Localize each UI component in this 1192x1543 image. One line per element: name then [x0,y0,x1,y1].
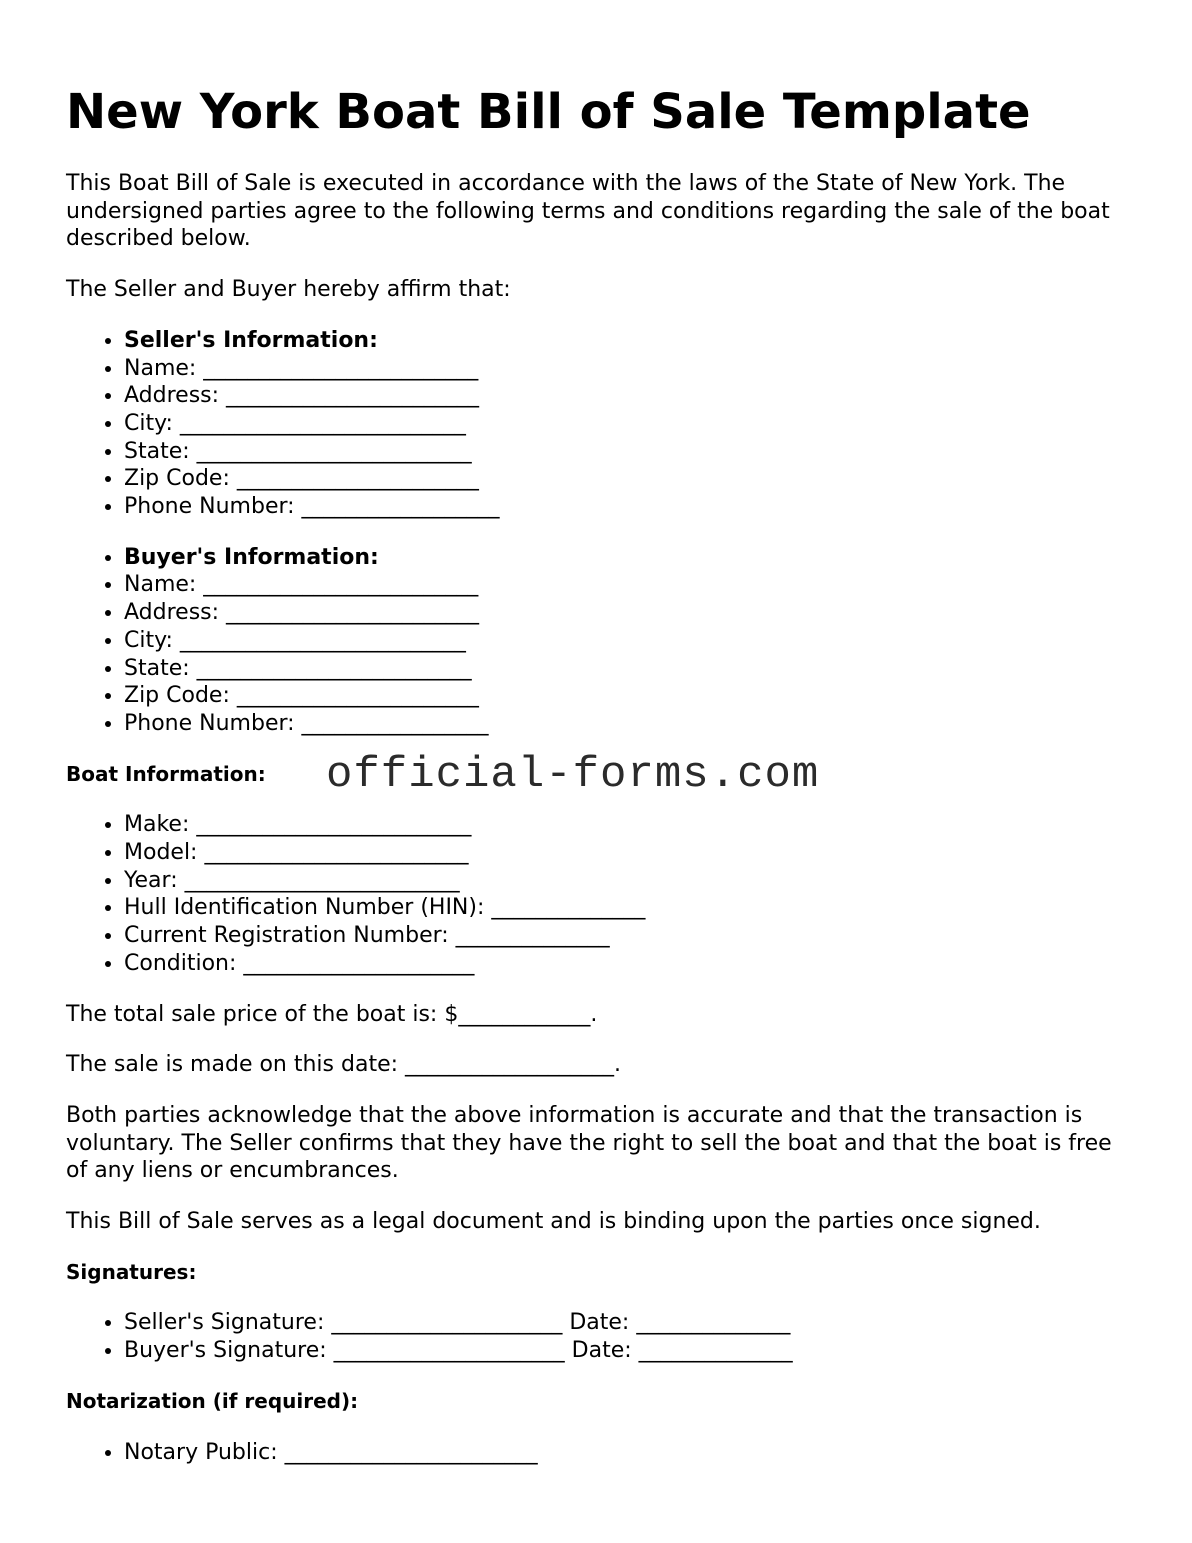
seller-info-heading: • Seller's Information: [124,327,1136,355]
legal-statement: This Bill of Sale serves as a legal document and is binding upon the parties once signed. [66,1209,1041,1235]
boat-heading-row [66,749,1136,800]
boat-registration-field: • Current Registration Number: ______________ [124,922,1136,950]
buyer-state-field: • State: _________________________ [124,655,1136,683]
sale-price-statement: The total sale price of the boat is: $____________. [66,1001,598,1027]
buyer-address-field: • Address: _______________________ [124,599,1136,627]
affirm-statement: The Seller and Buyer hereby affirm that: [66,277,511,303]
seller-zip-field: • Zip Code: ______________________ [124,465,1136,493]
seller-address-field: • Address: _______________________ [124,382,1136,410]
seller-info-list [66,327,1136,521]
notarization-list [66,1439,1136,1467]
seller-state-field: • State: _________________________ [124,438,1136,466]
notary-public-line: • Notary Public: _______________________ [124,1439,1136,1467]
signatures-heading: Signatures: [66,1259,197,1284]
boat-make-field: • Make: _________________________ [124,811,1136,839]
boat-model-field: • Model: ________________________ [124,839,1136,867]
seller-name-field: • Name: _________________________ [124,355,1136,383]
seller-city-field: • City: __________________________ [124,410,1136,438]
buyer-signature-line: • Buyer's Signature: _____________________ Date: ______________ [124,1337,1136,1365]
boat-info-list [66,811,1136,977]
notarization-heading: Notarization (if required): [66,1388,359,1413]
acknowledgement-paragraph: Both parties acknowledge that the above information is accurate and that the transaction is voluntary. The Seller confirms that they have the right to sell the boat and that the boat is free of any liens or encumbrances. [66,1102,1112,1184]
buyer-name-field: • Name: _________________________ [124,571,1136,599]
buyer-info-list [66,544,1136,738]
buyer-zip-field: • Zip Code: ______________________ [124,682,1136,710]
sale-date-statement: The sale is made on this date: ___________________. [66,1052,622,1078]
document-page [66,0,1136,1466]
buyer-phone-field: • Phone Number: _________________ [124,710,1136,738]
buyer-city-field: • City: __________________________ [124,627,1136,655]
seller-phone-field: • Phone Number: __________________ [124,493,1136,521]
intro-paragraph: This Boat Bill of Sale is executed in accordance with the laws of the State of New York. The undersigned parties agree to the following terms and conditions regarding the sale of the boat described below. [66,171,1110,252]
boat-hin-field: • Hull Identification Number (HIN): ______________ [124,894,1136,922]
buyer-info-heading: • Buyer's Information: [124,544,1136,572]
signatures-list [66,1309,1136,1364]
watermark-text: official-forms.com [326,749,820,800]
boat-info-heading: Boat Information: [66,761,266,786]
boat-condition-field: • Condition: _____________________ [124,950,1136,978]
boat-year-field: • Year: _________________________ [124,867,1136,895]
seller-signature-line: • Seller's Signature: _____________________ Date: ______________ [124,1309,1136,1337]
page-title: New York Boat Bill of Sale Template [66,84,1031,140]
